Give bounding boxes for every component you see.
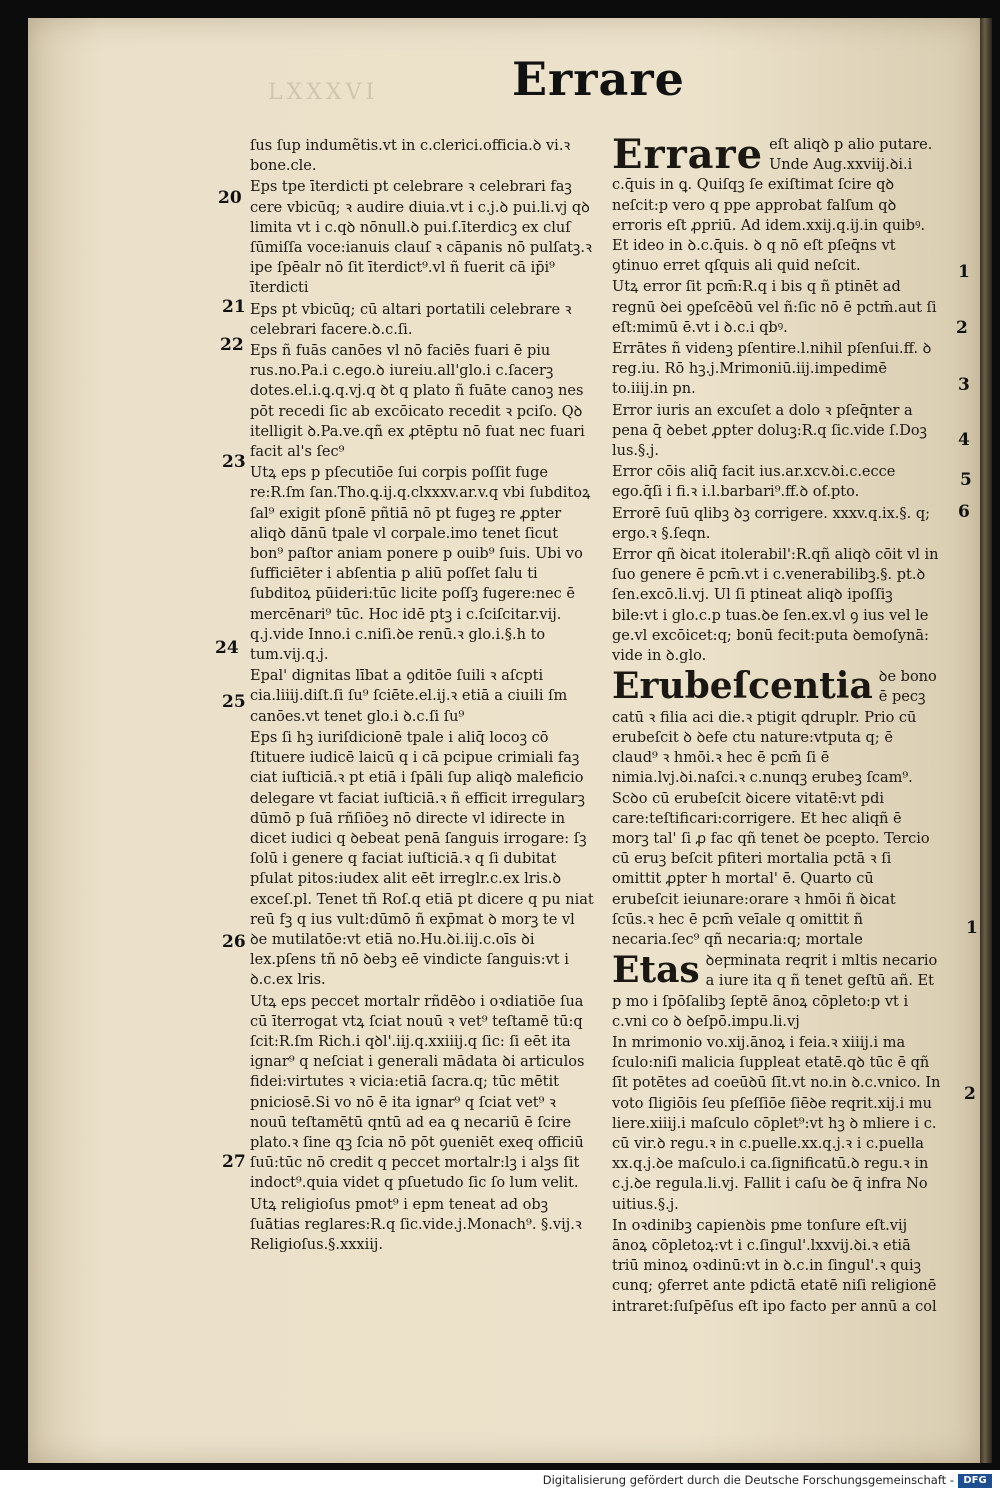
right-paragraph: Error iuris an excuſet a dolo ꝛ pſeq̄nter a pena q̄ ꝺebet ꝓpter doluꝫ:R.q ſic.vide ſ.Doꝫ lus.§.j. <box>612 402 927 460</box>
rubric-heading: Erubeſcentia <box>612 665 873 708</box>
margin-number: 3 <box>958 375 970 395</box>
margin-number: 5 <box>960 470 972 490</box>
rubric-heading: Etas <box>612 949 700 992</box>
margin-number: 21 <box>222 297 246 317</box>
left-paragraph: Utꝝ eps peccet mortalr rñdēꝺo i oꝛdiatiōe ſua cū īterrogat vtꝝ ſciat nouū ꝛ vet⁹ teſtamē tū:q ſcit:R.ſm Rich.i qꝺl'.iij.q.xxiiij.q ſic: ſi eēt ita ignar⁹ q neſciat i generali mādata ꝺi articulos fidei:virtutes ꝛ vicia:etiā ſacra.q; tūc mētit pniciosē.Si vo nō ē ita ignar⁹ q ſciat vet⁹ ꝛ nouū teſtamētū qntū ad ea ꝗ necariū ē ſcire plato.ꝛ ſine qꝫ ſcia nō pōt ꝯueniēt exeq officiū ſuū:tūc nō credit q peccet mortalr:lꝫ i alꝫs ſit indoct⁹.quia videt q pſuetudo ſic ſo lum velit. <box>250 993 585 1192</box>
entry-text: ꝺeꝼminata reqrit i mltis necario a iure ita q ñ tenet geſtū añ. Et p mo i ſpōſalibꝫ ſeptē ānoꝝ cōpleto:p vt i c.vni co ꝺ ꝺeſpō.impu.li.vj <box>612 953 938 1030</box>
right-paragraph: Error qñ ꝺicat itolerabil':R.qñ aliqꝺ cōit vl in ſuo genere ē pcm̄.vt i c.venerabilibꝫ.§. pt.ꝺ ſen.excō.li.vj. Ul ſi ptineat aliqꝺ ipoſſiꝫ bile:vt i glo.c.p tuas.ꝺe ſen.ex.vl ꝯ ius vel le ge.vl excōicet:q; bonū fecit:puta ꝺemoſynā: vide in ꝺ.glo. <box>612 547 939 665</box>
margin-number: 4 <box>958 430 970 450</box>
rubric-heading: Errare <box>612 131 764 178</box>
entry-errare <box>612 131 942 276</box>
right-paragraph: Errorē ſuū qlibꝫ ꝺꝫ corrigere. xxxv.q.ix.§. q; ergo.ꝛ §.ſeqn. <box>612 505 931 542</box>
entry-etas <box>612 951 942 1032</box>
dfg-logo: DFG <box>958 1474 992 1488</box>
margin-number: 1 <box>966 918 978 938</box>
running-head: Errare <box>512 52 685 106</box>
margin-number: 20 <box>218 188 242 208</box>
margin-number: 1 <box>958 262 970 282</box>
right-paragraph: In oꝛdinibꝫ capienꝺis pme tonſure eſt.vij ānoꝝ cōpletoꝝ:vt i c.ſingul'.lxxvij.ꝺi.ꝛ etiā triū minoꝝ oꝛdinū:vt in ꝺ.c.in ſingul'.ꝛ quiꝫ cunq; ꝯferret ante pdictā etatē niſi religionē intraret:ſuſpēſus eſt ipo facto per annū a col <box>612 1217 937 1315</box>
left-paragraph: Eps pt vbicūq; cū altari portatili celebrare ꝛ celebrari facere.ꝺ.c.ſi. <box>250 301 572 338</box>
left-paragraph: Eps tpe īterdicti pt celebrare ꝛ celebrari faꝫ cere vbicūq; ꝛ audire diuia.vt i c.j.ꝺ pui.li.vj qꝺ limita vt i c.qꝺ nōnull.ꝺ pui.ſ.īterdicꝫ ex cluſ ſūmiſſa voce:ianuis clauſ ꝛ cāpanis nō pulſatꝫ.ꝛ ipe ſpēalr nō ſit īterdict⁹.vl ñ fuerit cā ip̄i⁹ īterdicti <box>250 179 592 297</box>
margin-number: 22 <box>220 335 244 355</box>
margin-number: 2 <box>956 318 968 338</box>
right-paragraph: Errātes ñ videnꝫ pſentire.l.nihil pſenſui.ff. ꝺ reg.iu. Rō hꝫ.j.Mrimoniū.iij.impedimē to.iiij.in pn. <box>612 341 932 398</box>
left-paragraph: Epal' dignitas lībat a ꝯditōe ſuili ꝛ aſcpti cia.liiij.diſt.ſi ſu⁹ ſciēte.el.ij.ꝛ etiā a ciuili ſm canōes.vt tenet glo.i ꝺ.c.ſi ſu⁹ <box>250 668 568 725</box>
bleed-through-text: LXXXVI <box>268 80 379 105</box>
entry-erubescentia <box>612 667 942 950</box>
right-paragraph: In mrimonio vo.xij.ānoꝝ i feia.ꝛ xiiij.i ma ſculo:niſi malicia ſuppleat etatē.qꝺ tūc ē qñ ſīt potētes ad coeūꝺū ſīt.vt no.in ꝺ.c.vnico. In voto ſligiōis ſeu pſeſſiōe ſiēꝺe reqrit.xij.i mu liere.xiiij.i maſculo cōplet⁹:vt hꝫ ꝺ mliere i c. cū vir.ꝺ regu.ꝛ in c.puelle.xx.q.j.ꝛ i c.puella xx.q.j.ꝺe maſculo.i ca.ſignificatū.ꝺ regu.ꝛ in c.j.ꝺe regula.li.vj. Fallit i caſu ꝺe q̄ infra No uitius.§.j. <box>612 1034 941 1213</box>
right-column <box>612 131 942 1317</box>
book-fore-edge <box>980 18 992 1463</box>
left-paragraph: Utꝝ eps p pſecutiōe ſui corpis poſſit fuge re:R.ſm ſan.Tho.ꝗ.ij.q.clxxxv.ar.v.q vbi ſubditoꝝ ſal⁹ exigit pſonē pñtiā nō pt fugeꝫ re ꝓpter aliqꝺ dānū tpale vl corpale.imo tenet ſicut bon⁹ paſtor aniam ponere p ouib⁹ ſuis. Ubi vo ſufficiēter i abſentia p aliū poſſet ſalu ti ſubditoꝝ pūideri:tūc licite poſſꝫ fugere:nec ē mercēnari⁹ tūc. Hoc idē ptꝫ i c.ſciſcitar.vij. q.j.vide Inno.i c.niſi.ꝺe renū.ꝛ glo.i.§.h to tum.vij.q.j. <box>250 465 591 664</box>
right-paragraph: Utꝝ error ſit pcm̄:R.q i bis q ñ ptinēt ad regnū ꝺei ꝯpeſcēꝺū vel ñ:ſic nō ē pctm̄.aut ſi eſt:mimū ē.vt i ꝺ.c.i qbꝰ. <box>612 279 937 336</box>
margin-number: 27 <box>222 1152 246 1172</box>
left-paragraph: Eps ſi hꝫ iuriſdicionē tpale i aliq̄ locoꝫ cō ſtituere iudicē laicū q i cā pcipue crimiali faꝫ ciat iuſticiā.ꝛ pt etiā i ſpāli ſup aliqꝺ maleficio delegare vt faciat iuſticiā.ꝛ ñ efficit irregularꝫ dūmō p ſuā rñſiōeꝫ nō directe vl idirecte in dicet iudici q ꝺebeat penā ſanguis irrogare: ſꝫ ſolū i genere q faciat iuſticiā.ꝛ q ſi dubitat pſulat pitos:iudex alit eēt irreglr.c.ex lris.ꝺ exceſ.pl. Tenet tñ Roſ.q etiā pt dicere q pu niat reū fꝫ q ius vult:dūmō ñ exp̄mat ꝺ morꝫ te vl ꝺe mutilatōe:vt etiā no.Hu.ꝺi.iij.c.oīs ꝺi lex.pſens tñ nō ꝺebꝫ eē vindicte ſanguis:vt i ꝺ.c.ex lris. <box>250 729 594 989</box>
margin-number: 24 <box>215 638 239 658</box>
entry-text: eſt aliqꝺ p alio putare. Unde Aug.xxviij.ꝺi.i c.q̄uis in ꝗ. Quiſqꝫ ſe exiſtimat ſcire qꝺ neſcit:p vero q ppe approbat falſum qꝺ erroris eſt ꝓpriū. Ad idem.xxij.q.ij.in quibꝰ. Et ideo in ꝺ.c.q̄uis. ꝺ q nō eſt pſeq̄ns vt ꝯtinuo erret qſquis ali quid neſcit. <box>612 137 933 275</box>
left-paragraph: Utꝝ religioſus pmot⁹ i epm teneat ad obꝫ ſuātias reglares:R.q ſic.vide.j.Monach⁹. §.vij.ꝛ Religioſus.§.xxxiij. <box>250 1196 582 1253</box>
left-paragraph: ſus ſup indumẽtis.vt in c.clerici.officia.ꝺ vi.ꝛ bone.cle. <box>250 138 571 175</box>
margin-number: 2 <box>964 1084 976 1104</box>
margin-number: 25 <box>222 692 246 712</box>
right-paragraph: Error cōis aliq̄ facit ius.ar.xcv.ꝺi.c.ecce ego.q̄ſi i fi.ꝛ i.l.barbari⁹.ff.ꝺ of.pto. <box>612 464 896 501</box>
margin-number: 6 <box>958 502 970 522</box>
margin-number: 26 <box>222 932 246 952</box>
left-column <box>250 136 595 1255</box>
entry-text: ꝺe bono ē pecꝫ catū ꝛ filia aci die.ꝛ ptigit qdruplr. Prio cū erubeſcit ꝺ ꝺefe ctu nature:vtputa q; ē claud⁹ ꝛ hmōi.ꝛ hec ē pcm̄ ſi ē nimia.lvj.ꝺi.naſci.ꝛ c.nunqꝫ erubeꝫ ſcam⁹. Scꝺo cū erubeſcit ꝺicere vitatē:vt pdi care:teſtificari:corrigere. Et hec aliqñ ē morꝫ tal' ſi ꝓ fac qñ tenet ꝺe pcepto. Tercio cū eruꝫ beſcit pfiteri mortalia pctā ꝛ ſi omittit ꝓpter h mortal' ē. Quarto cū erubeſcit ieiunare:orare ꝛ hmōi ñ ꝺicat ſcūs.ꝛ hec ē pcm̄ veīale q omittit ñ necaria.ſec⁹ qñ necaria:q; mortale <box>612 669 937 948</box>
margin-number: 23 <box>222 452 246 472</box>
digitization-credit: Digitalisierung gefördert durch die Deutsche Forschungsgemeinschaft - <box>542 1473 954 1487</box>
left-paragraph: Eps ñ fuās canōes vl nō faciēs fuari ē piu rus.no.Pa.i c.ego.ꝺ iureiu.all'glo.i c.ſacerꝫ dotes.el.i.ꝗ.q.vj.q ꝺt q plato ñ fuāte canoꝫ nes pōt recedi ſic ab excōicato recedit ꝛ pciſo. Qꝺ itelligit ꝺ.Pa.ve.qñ ex ꝓtēptu nō fuat nec fuari facit al's ſec⁹ <box>250 343 585 461</box>
